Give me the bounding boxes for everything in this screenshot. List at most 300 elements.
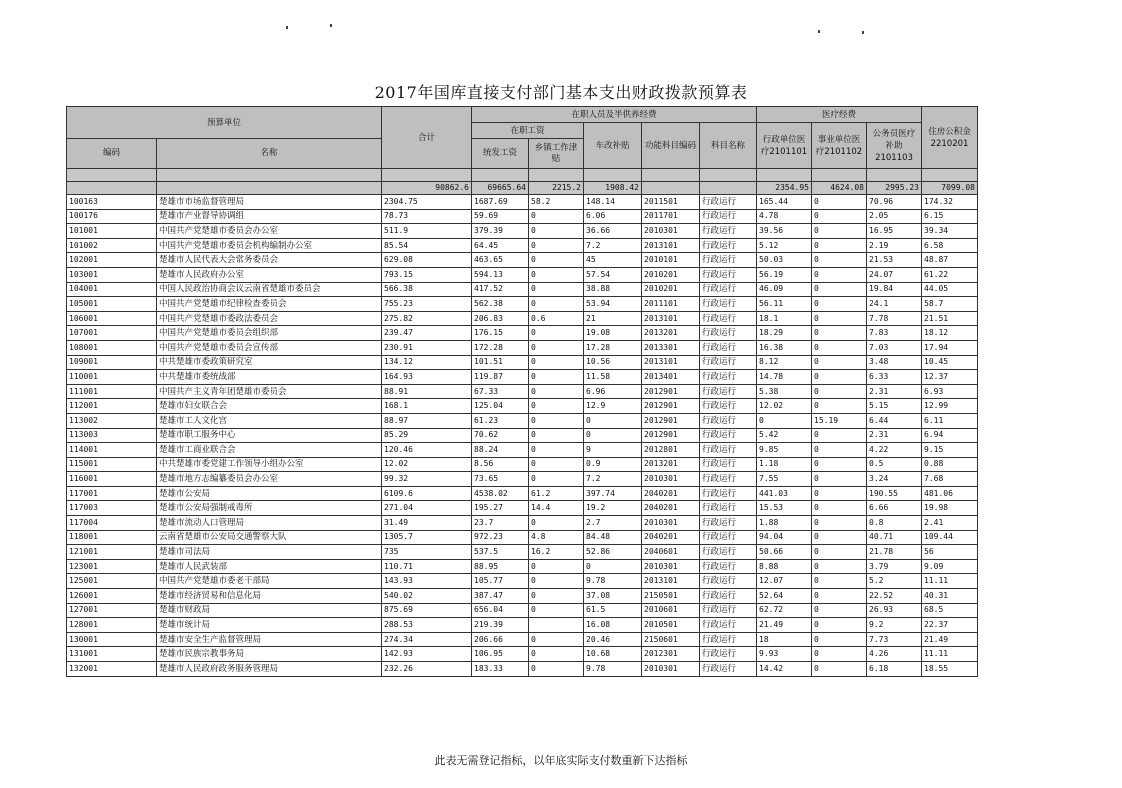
cell-func-code: 2040201 <box>642 486 700 501</box>
cell-base-salary: 972.23 <box>472 530 529 545</box>
table-row <box>67 267 978 282</box>
total-housing-fund: 7099.08 <box>922 182 978 195</box>
cell-total: 168.1 <box>382 399 472 414</box>
cell-civil-medical: 4.26 <box>867 647 922 662</box>
cell-town-allowance: 0 <box>529 209 584 224</box>
header-total: 合计 <box>382 107 472 169</box>
cell-civil-medical: 7.78 <box>867 311 922 326</box>
cell-car-allowance: 0 <box>584 428 642 443</box>
cell-town-allowance: 0 <box>529 574 584 589</box>
cell-civil-medical: 26.93 <box>867 603 922 618</box>
cell-name: 楚雄市统计局 <box>157 618 382 633</box>
table-row <box>67 399 978 414</box>
cell-func-code: 2013401 <box>642 370 700 385</box>
cell-inst-medical: 0 <box>812 603 867 618</box>
cell-town-allowance: 0 <box>529 662 584 677</box>
cell-name: 中国共产党楚雄市委员会办公室 <box>157 224 382 239</box>
cell-housing-fund: 6.11 <box>922 413 978 428</box>
cell-name: 楚雄市产业督导协调组 <box>157 209 382 224</box>
cell-total: 164.93 <box>382 370 472 385</box>
total-sum: 90862.6 <box>382 182 472 195</box>
cell-func-code: 2010501 <box>642 618 700 633</box>
cell-func-name: 行政运行 <box>700 589 757 604</box>
cell-func-name: 行政运行 <box>700 399 757 414</box>
cell-func-name: 行政运行 <box>700 545 757 560</box>
cell-code: 101002 <box>67 238 157 253</box>
cell-name: 中国共产党楚雄市纪律检查委员会 <box>157 297 382 312</box>
cell-func-code: 2012901 <box>642 428 700 443</box>
cell-housing-fund: 6.58 <box>922 238 978 253</box>
cell-housing-fund: 58.7 <box>922 297 978 312</box>
cell-town-allowance: 0 <box>529 370 584 385</box>
table-row <box>67 603 978 618</box>
table-body <box>67 169 978 677</box>
cell-inst-medical: 0 <box>812 618 867 633</box>
cell-code: 132001 <box>67 662 157 677</box>
cell-admin-medical: 18.1 <box>757 311 812 326</box>
page-title: 2017年国库直接支付部门基本支出财政拨款预算表 <box>374 83 748 102</box>
cell-total: 31.49 <box>382 516 472 531</box>
cell-total: 271.04 <box>382 501 472 516</box>
table-row <box>67 370 978 385</box>
cell-town-allowance: 0 <box>529 443 584 458</box>
cell-name: 楚雄市流动人口管理局 <box>157 516 382 531</box>
cell-civil-medical: 6.33 <box>867 370 922 385</box>
cell-name: 中国共产党楚雄市委员会机构编制办公室 <box>157 238 382 253</box>
cell-civil-medical: 9.2 <box>867 618 922 633</box>
cell-func-name: 行政运行 <box>700 267 757 282</box>
cell-civil-medical: 7.73 <box>867 632 922 647</box>
cell-total: 239.47 <box>382 326 472 341</box>
cell-civil-medical: 190.55 <box>867 486 922 501</box>
cell-name: 楚雄市工人文化宫 <box>157 413 382 428</box>
cell-code: 128001 <box>67 618 157 633</box>
header-civil-medical: 公务员医疗补助2101103 <box>867 123 922 169</box>
cell-name: 楚雄市市场监督管理局 <box>157 195 382 210</box>
cell-func-name: 行政运行 <box>700 238 757 253</box>
cell-housing-fund: 18.55 <box>922 662 978 677</box>
cell-total: 1305.7 <box>382 530 472 545</box>
cell-town-allowance: 0 <box>529 282 584 297</box>
table-row <box>67 559 978 574</box>
cell-total: 288.53 <box>382 618 472 633</box>
cell-civil-medical: 2.31 <box>867 384 922 399</box>
cell-total: 629.08 <box>382 253 472 268</box>
cell-car-allowance: 12.9 <box>584 399 642 414</box>
header-budget-unit: 预算单位 <box>67 107 382 139</box>
cell-inst-medical: 15.19 <box>812 413 867 428</box>
table-row <box>67 530 978 545</box>
cell-admin-medical: 94.04 <box>757 530 812 545</box>
cell-func-code: 2010201 <box>642 282 700 297</box>
cell-base-salary: 206.66 <box>472 632 529 647</box>
cell-housing-fund: 12.99 <box>922 399 978 414</box>
cell-car-allowance: 38.88 <box>584 282 642 297</box>
cell-func-name: 行政运行 <box>700 618 757 633</box>
cell-func-name: 行政运行 <box>700 326 757 341</box>
cell-inst-medical: 0 <box>812 632 867 647</box>
cell-car-allowance: 10.56 <box>584 355 642 370</box>
cell-housing-fund: 7.68 <box>922 472 978 487</box>
cell-base-salary: 101.51 <box>472 355 529 370</box>
cell-func-name: 行政运行 <box>700 297 757 312</box>
cell-civil-medical: 24.07 <box>867 267 922 282</box>
cell-housing-fund: 39.34 <box>922 224 978 239</box>
cell-housing-fund: 11.11 <box>922 574 978 589</box>
cell-car-allowance: 52.86 <box>584 545 642 560</box>
cell-base-salary: 537.5 <box>472 545 529 560</box>
cell-town-allowance: 0 <box>529 267 584 282</box>
cell-base-salary: 172.28 <box>472 340 529 355</box>
cell-admin-medical: 5.38 <box>757 384 812 399</box>
table-row <box>67 647 978 662</box>
cell-housing-fund: 56 <box>922 545 978 560</box>
cell-base-salary: 463.65 <box>472 253 529 268</box>
cell-housing-fund: 11.11 <box>922 647 978 662</box>
cell-town-allowance: 14.4 <box>529 501 584 516</box>
cell-total: 12.02 <box>382 457 472 472</box>
cell-housing-fund: 21.49 <box>922 632 978 647</box>
cell-func-code: 2013101 <box>642 238 700 253</box>
cell-code: 127001 <box>67 603 157 618</box>
cell-inst-medical: 0 <box>812 662 867 677</box>
cell-civil-medical: 19.84 <box>867 282 922 297</box>
cell-func-name: 行政运行 <box>700 516 757 531</box>
cell-func-code: 2013101 <box>642 355 700 370</box>
cell-housing-fund: 2.41 <box>922 516 978 531</box>
cell-civil-medical: 70.96 <box>867 195 922 210</box>
cell-total: 99.32 <box>382 472 472 487</box>
cell-func-code: 2012901 <box>642 399 700 414</box>
cell-func-name: 行政运行 <box>700 311 757 326</box>
cell-housing-fund: 18.12 <box>922 326 978 341</box>
table-row <box>67 340 978 355</box>
cell-inst-medical: 0 <box>812 574 867 589</box>
cell-func-code: 2011701 <box>642 209 700 224</box>
cell-admin-medical: 56.19 <box>757 267 812 282</box>
table-row <box>67 253 978 268</box>
total-inst-medical: 4624.08 <box>812 182 867 195</box>
cell-admin-medical: 5.12 <box>757 238 812 253</box>
cell-admin-medical: 46.09 <box>757 282 812 297</box>
cell-total: 566.38 <box>382 282 472 297</box>
cell-town-allowance: 0 <box>529 457 584 472</box>
cell-func-code: 2040201 <box>642 501 700 516</box>
cell-name: 中共楚雄市委统战部 <box>157 370 382 385</box>
cell-code: 112001 <box>67 399 157 414</box>
cell-inst-medical: 0 <box>812 282 867 297</box>
header-func-name: 科目名称 <box>700 123 757 169</box>
cell-func-code: 2010301 <box>642 224 700 239</box>
cell-base-salary: 417.52 <box>472 282 529 297</box>
cell-total: 275.82 <box>382 311 472 326</box>
cell-total: 78.73 <box>382 209 472 224</box>
cell-func-code: 2150501 <box>642 589 700 604</box>
cell-name: 楚雄市司法局 <box>157 545 382 560</box>
cell-func-name: 行政运行 <box>700 443 757 458</box>
table-row <box>67 224 978 239</box>
cell-base-salary: 387.47 <box>472 589 529 604</box>
cell-inst-medical: 0 <box>812 443 867 458</box>
cell-town-allowance: 0 <box>529 516 584 531</box>
cell-inst-medical: 0 <box>812 647 867 662</box>
cell-func-code: 2010301 <box>642 662 700 677</box>
table-row <box>67 297 978 312</box>
cell-car-allowance: 19.08 <box>584 326 642 341</box>
cell-town-allowance: 0 <box>529 224 584 239</box>
cell-car-allowance: 20.46 <box>584 632 642 647</box>
cell-name: 楚雄市公安局强制戒毒所 <box>157 501 382 516</box>
cell-admin-medical: 165.44 <box>757 195 812 210</box>
cell-housing-fund: 9.15 <box>922 443 978 458</box>
cell-town-allowance: 0 <box>529 253 584 268</box>
cell-code: 106001 <box>67 311 157 326</box>
cell-town-allowance: 4.8 <box>529 530 584 545</box>
cell-total: 2304.75 <box>382 195 472 210</box>
table-row <box>67 428 978 443</box>
cell-inst-medical: 0 <box>812 428 867 443</box>
cell-inst-medical: 0 <box>812 457 867 472</box>
table-row <box>67 632 978 647</box>
cell-housing-fund: 68.5 <box>922 603 978 618</box>
cell-total: 134.12 <box>382 355 472 370</box>
cell-name: 楚雄市公安局 <box>157 486 382 501</box>
table-row <box>67 545 978 560</box>
cell-base-salary: 106.95 <box>472 647 529 662</box>
cell-inst-medical: 0 <box>812 384 867 399</box>
scan-speck <box>818 30 820 33</box>
cell-inst-medical: 0 <box>812 195 867 210</box>
cell-car-allowance: 0.9 <box>584 457 642 472</box>
cell-func-name: 行政运行 <box>700 209 757 224</box>
header-base-salary: 统发工资 <box>472 139 529 169</box>
cell-func-code: 2012901 <box>642 413 700 428</box>
cell-base-salary: 70.62 <box>472 428 529 443</box>
cell-func-name: 行政运行 <box>700 472 757 487</box>
cell-admin-medical: 9.93 <box>757 647 812 662</box>
cell-car-allowance: 57.54 <box>584 267 642 282</box>
cell-town-allowance <box>529 618 584 633</box>
cell-code: 103001 <box>67 267 157 282</box>
cell-car-allowance: 19.2 <box>584 501 642 516</box>
blank-row <box>67 169 978 182</box>
cell-town-allowance: 0 <box>529 559 584 574</box>
cell-name: 楚雄市妇女联合会 <box>157 399 382 414</box>
cell-base-salary: 73.65 <box>472 472 529 487</box>
cell-name: 楚雄市人民政府政务服务管理局 <box>157 662 382 677</box>
cell-base-salary: 67.33 <box>472 384 529 399</box>
cell-civil-medical: 6.66 <box>867 501 922 516</box>
cell-func-code: 2010101 <box>642 253 700 268</box>
cell-func-code: 2011101 <box>642 297 700 312</box>
cell-base-salary: 379.39 <box>472 224 529 239</box>
cell-inst-medical: 0 <box>812 311 867 326</box>
cell-civil-medical: 2.05 <box>867 209 922 224</box>
cell-town-allowance: 61.2 <box>529 486 584 501</box>
cell-civil-medical: 6.18 <box>867 662 922 677</box>
cell-func-name: 行政运行 <box>700 282 757 297</box>
cell-civil-medical: 0.8 <box>867 516 922 531</box>
cell-inst-medical: 0 <box>812 238 867 253</box>
cell-admin-medical: 1.18 <box>757 457 812 472</box>
cell-car-allowance: 0 <box>584 413 642 428</box>
cell-car-allowance: 148.14 <box>584 195 642 210</box>
cell-func-code: 2010301 <box>642 516 700 531</box>
cell-car-allowance: 17.28 <box>584 340 642 355</box>
cell-admin-medical: 18 <box>757 632 812 647</box>
cell-inst-medical: 0 <box>812 530 867 545</box>
header-car-allowance: 车改补贴 <box>584 123 642 169</box>
cell-housing-fund: 109.44 <box>922 530 978 545</box>
cell-inst-medical: 0 <box>812 340 867 355</box>
cell-civil-medical: 3.24 <box>867 472 922 487</box>
cell-civil-medical: 3.48 <box>867 355 922 370</box>
cell-name: 中共楚雄市委政策研究室 <box>157 355 382 370</box>
cell-car-allowance: 10.68 <box>584 647 642 662</box>
cell-func-code: 2012801 <box>642 443 700 458</box>
cell-func-name: 行政运行 <box>700 384 757 399</box>
cell-name: 楚雄市经济贸易和信息化局 <box>157 589 382 604</box>
cell-total: 875.69 <box>382 603 472 618</box>
cell-base-salary: 195.27 <box>472 501 529 516</box>
cell-town-allowance: 58.2 <box>529 195 584 210</box>
cell-total: 793.15 <box>382 267 472 282</box>
cell-car-allowance: 397.74 <box>584 486 642 501</box>
cell-civil-medical: 2.19 <box>867 238 922 253</box>
cell-total: 540.02 <box>382 589 472 604</box>
cell-total: 88.91 <box>382 384 472 399</box>
cell-total: 143.93 <box>382 574 472 589</box>
cell-inst-medical: 0 <box>812 501 867 516</box>
cell-town-allowance: 0 <box>529 384 584 399</box>
table-row <box>67 501 978 516</box>
cell-name: 楚雄市财政局 <box>157 603 382 618</box>
cell-civil-medical: 3.79 <box>867 559 922 574</box>
cell-inst-medical: 0 <box>812 355 867 370</box>
cell-town-allowance: 0 <box>529 326 584 341</box>
cell-name: 中国共产党楚雄市委政法委员会 <box>157 311 382 326</box>
cell-admin-medical: 12.07 <box>757 574 812 589</box>
cell-total: 735 <box>382 545 472 560</box>
cell-base-salary: 61.23 <box>472 413 529 428</box>
cell-housing-fund: 19.98 <box>922 501 978 516</box>
cell-town-allowance: 0 <box>529 340 584 355</box>
cell-base-salary: 119.87 <box>472 370 529 385</box>
table-row <box>67 238 978 253</box>
cell-admin-medical: 8.88 <box>757 559 812 574</box>
cell-admin-medical: 52.64 <box>757 589 812 604</box>
cell-total: 85.54 <box>382 238 472 253</box>
cell-town-allowance: 16.2 <box>529 545 584 560</box>
table-row <box>67 457 978 472</box>
cell-code: 111001 <box>67 384 157 399</box>
cell-admin-medical: 1.88 <box>757 516 812 531</box>
cell-car-allowance: 0 <box>584 559 642 574</box>
cell-car-allowance: 7.2 <box>584 238 642 253</box>
cell-code: 107001 <box>67 326 157 341</box>
cell-code: 100163 <box>67 195 157 210</box>
cell-code: 123001 <box>67 559 157 574</box>
scan-speck <box>286 26 288 29</box>
cell-func-code: 2010301 <box>642 472 700 487</box>
scan-speck <box>330 24 332 27</box>
cell-housing-fund: 48.87 <box>922 253 978 268</box>
cell-total: 85.29 <box>382 428 472 443</box>
cell-name: 楚雄市人民武装部 <box>157 559 382 574</box>
cell-base-salary: 59.69 <box>472 209 529 224</box>
table-row <box>67 384 978 399</box>
cell-base-salary: 183.33 <box>472 662 529 677</box>
cell-admin-medical: 50.03 <box>757 253 812 268</box>
header-salary-group: 在职工资 <box>472 123 584 139</box>
cell-code: 125001 <box>67 574 157 589</box>
cell-func-code: 2010201 <box>642 267 700 282</box>
cell-civil-medical: 21.53 <box>867 253 922 268</box>
cell-car-allowance: 9 <box>584 443 642 458</box>
cell-town-allowance: 0 <box>529 413 584 428</box>
header-town-allowance: 乡镇工作津贴 <box>529 139 584 169</box>
cell-housing-fund: 22.37 <box>922 618 978 633</box>
cell-func-name: 行政运行 <box>700 662 757 677</box>
cell-housing-fund: 9.09 <box>922 559 978 574</box>
cell-total: 274.34 <box>382 632 472 647</box>
cell-town-allowance: 0 <box>529 399 584 414</box>
cell-civil-medical: 24.1 <box>867 297 922 312</box>
cell-admin-medical: 56.11 <box>757 297 812 312</box>
cell-base-salary: 64.45 <box>472 238 529 253</box>
cell-admin-medical: 12.02 <box>757 399 812 414</box>
cell-name: 楚雄市人民代表大会常务委员会 <box>157 253 382 268</box>
table-row <box>67 209 978 224</box>
header-admin-medical: 行政单位医疗2101101 <box>757 123 812 169</box>
cell-code: 131001 <box>67 647 157 662</box>
cell-name: 中共楚雄市委党建工作领导小组办公室 <box>157 457 382 472</box>
cell-func-code: 2012901 <box>642 384 700 399</box>
cell-admin-medical: 18.29 <box>757 326 812 341</box>
cell-base-salary: 1687.69 <box>472 195 529 210</box>
header-name: 名称 <box>157 139 382 169</box>
cell-base-salary: 105.77 <box>472 574 529 589</box>
cell-func-name: 行政运行 <box>700 530 757 545</box>
cell-func-name: 行政运行 <box>700 486 757 501</box>
table-row <box>67 589 978 604</box>
cell-inst-medical: 0 <box>812 224 867 239</box>
cell-car-allowance: 21 <box>584 311 642 326</box>
cell-func-code: 2013101 <box>642 574 700 589</box>
cell-func-name: 行政运行 <box>700 370 757 385</box>
cell-civil-medical: 22.52 <box>867 589 922 604</box>
cell-inst-medical: 0 <box>812 297 867 312</box>
cell-total: 230.91 <box>382 340 472 355</box>
table-row <box>67 618 978 633</box>
cell-code: 130001 <box>67 632 157 647</box>
cell-car-allowance: 7.2 <box>584 472 642 487</box>
cell-base-salary: 656.04 <box>472 603 529 618</box>
cell-name: 中国共产党楚雄市委老干部局 <box>157 574 382 589</box>
cell-housing-fund: 174.32 <box>922 195 978 210</box>
cell-car-allowance: 36.66 <box>584 224 642 239</box>
header-code: 编码 <box>67 139 157 169</box>
cell-housing-fund: 17.94 <box>922 340 978 355</box>
cell-func-code: 2013201 <box>642 457 700 472</box>
cell-car-allowance: 6.06 <box>584 209 642 224</box>
header-func-code: 功能科目编码 <box>642 123 700 169</box>
cell-town-allowance: 0 <box>529 632 584 647</box>
cell-code: 110001 <box>67 370 157 385</box>
cell-admin-medical: 62.72 <box>757 603 812 618</box>
cell-housing-fund: 6.93 <box>922 384 978 399</box>
cell-func-code: 2011501 <box>642 195 700 210</box>
